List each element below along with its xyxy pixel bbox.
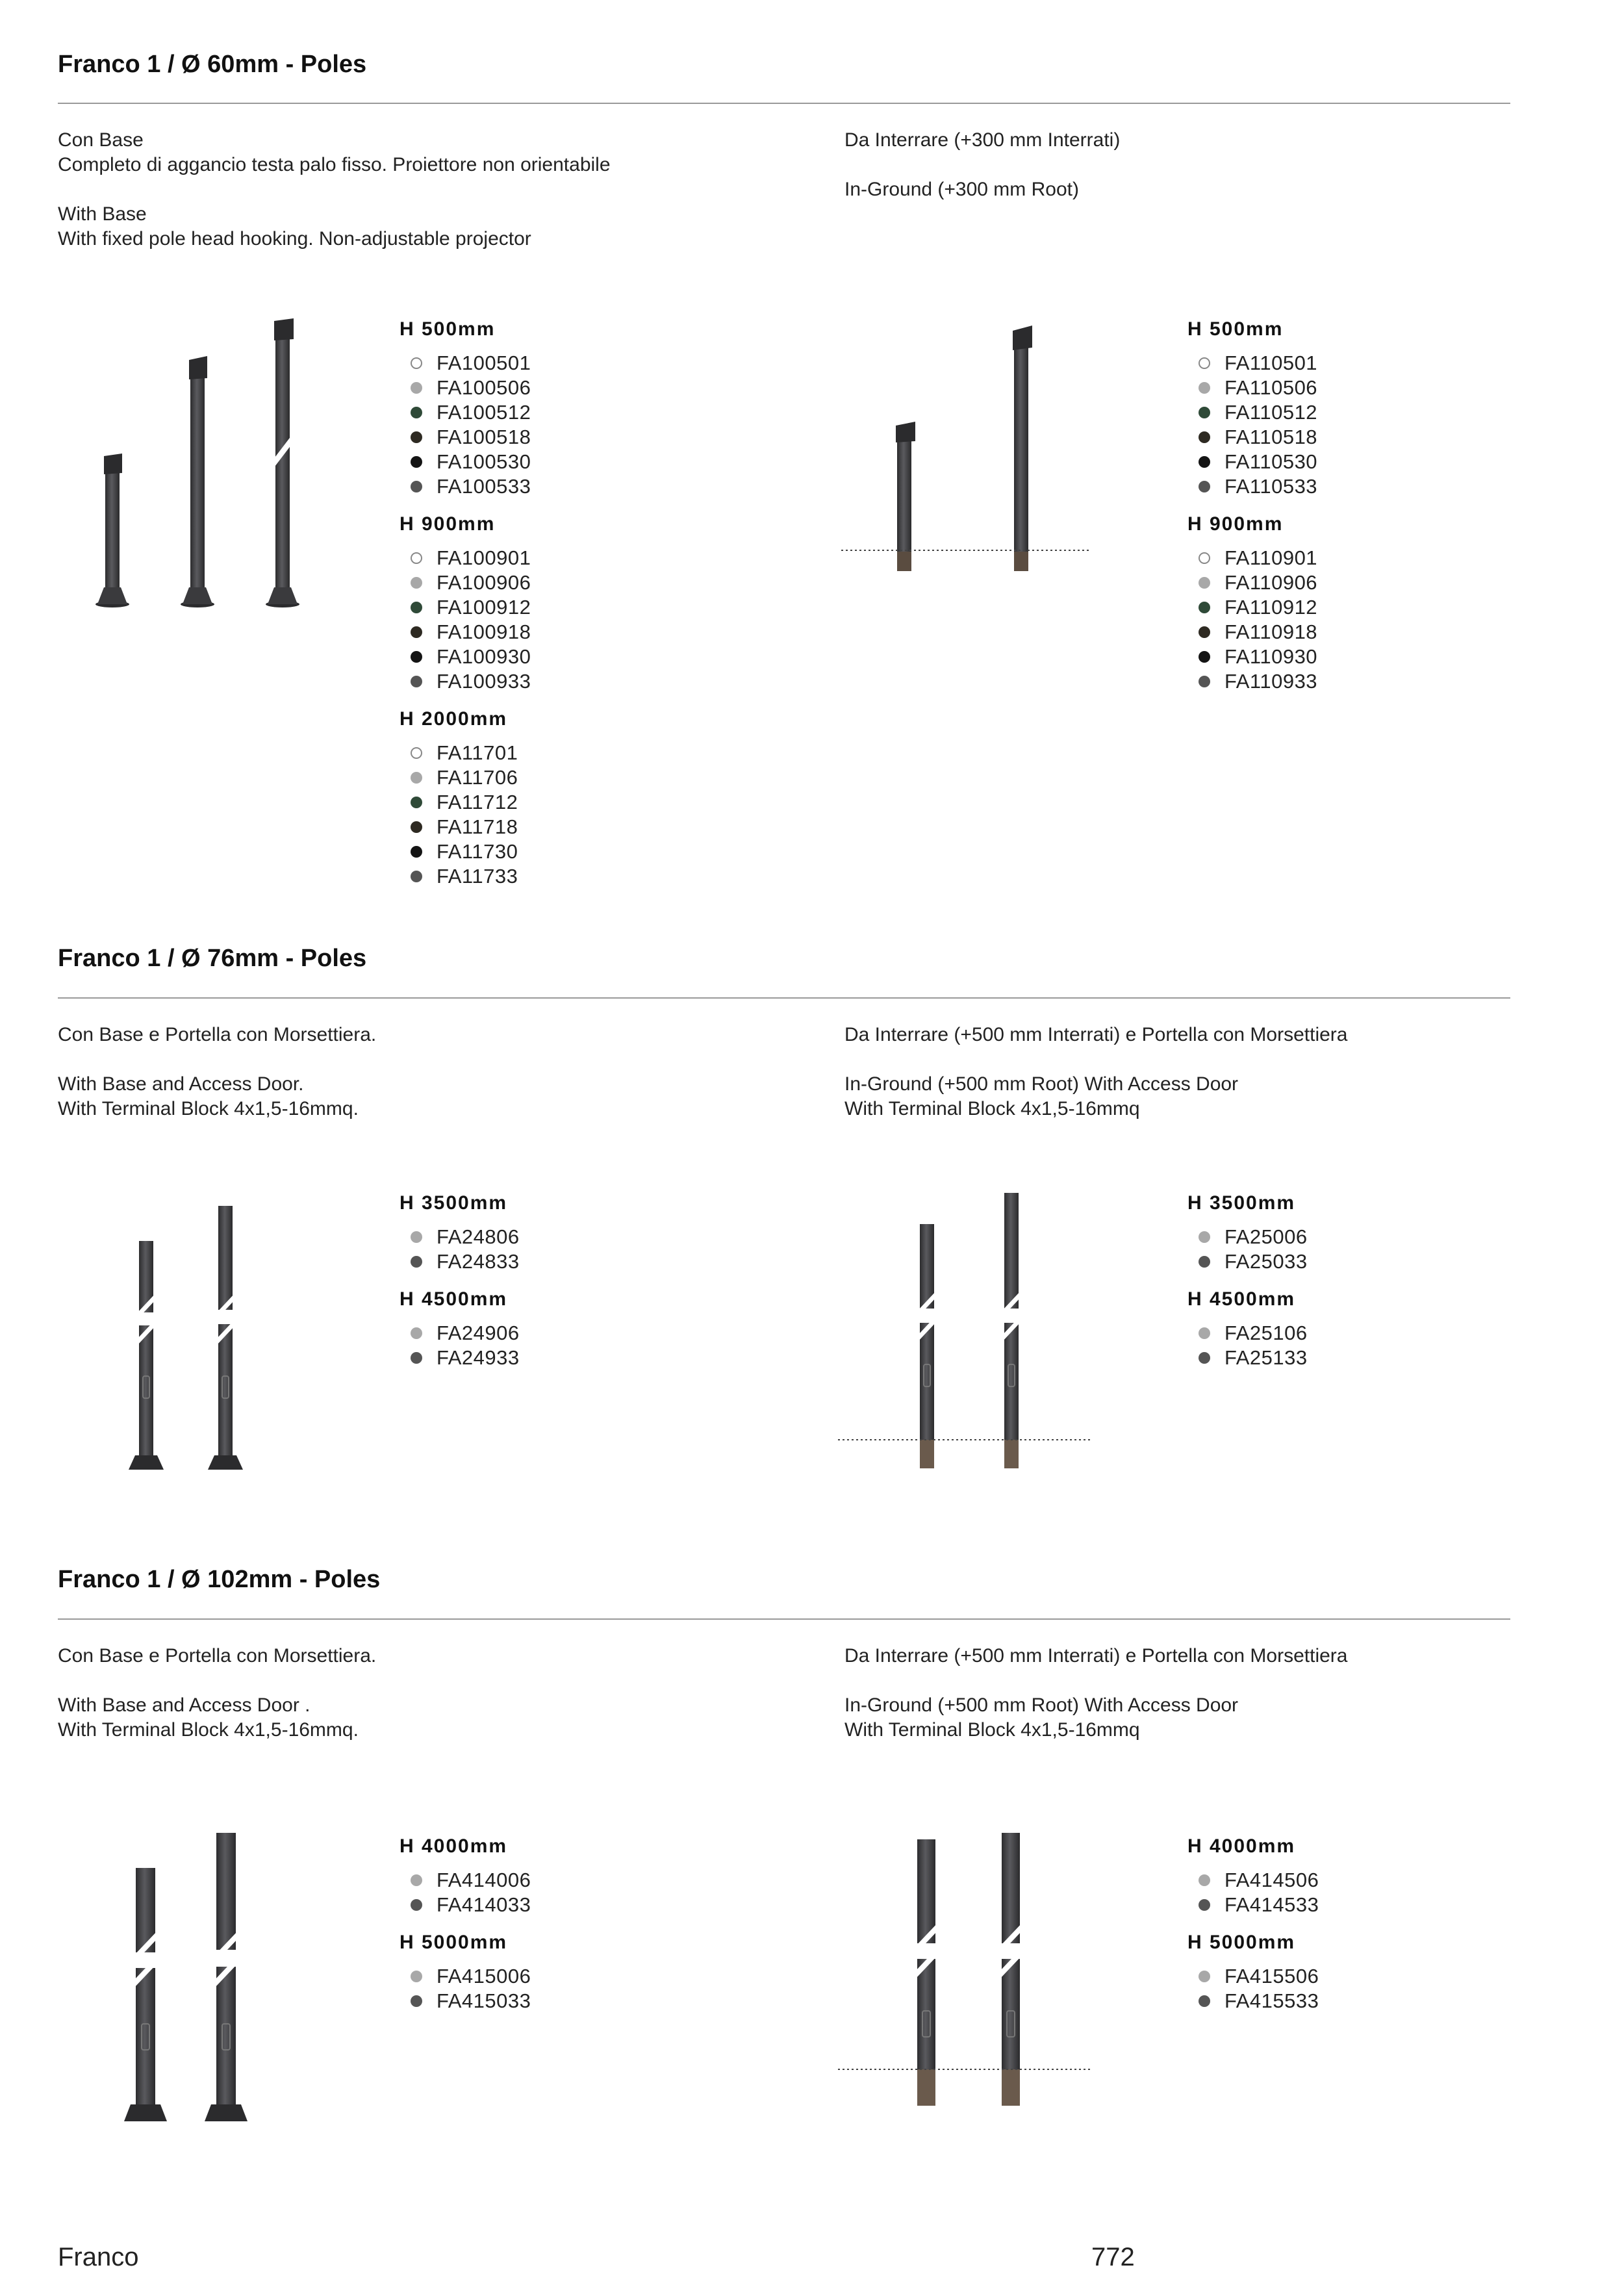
- spec-group-h500: [1187, 317, 1512, 499]
- product-code: FA414506: [1224, 1869, 1319, 1891]
- spec-group-h4000: [400, 1834, 724, 1917]
- product-code: FA100501: [437, 351, 531, 374]
- finish-dot-anthracite: [1199, 1352, 1210, 1364]
- product-code: FA415506: [1224, 1965, 1319, 1987]
- spec-group-h4500: [400, 1287, 724, 1370]
- code-row: [400, 1868, 724, 1893]
- product-code: FA414006: [437, 1869, 531, 1891]
- product-code: FA110906: [1224, 571, 1318, 594]
- code-row: [400, 1225, 724, 1249]
- code-row: [400, 570, 724, 595]
- product-code: FA100918: [437, 620, 531, 643]
- section-title-102mm: Franco 1 / Ø 102mm - Poles: [58, 1566, 381, 1593]
- desc-line: With Terminal Block 4x1,5-16mmq.: [58, 1719, 359, 1741]
- desc-line: Con Base: [58, 129, 144, 151]
- product-code: FA24806: [437, 1225, 520, 1248]
- code-row: [400, 839, 724, 864]
- section-title-76mm: Franco 1 / Ø 76mm - Poles: [58, 945, 367, 972]
- spec-group-h5000: [400, 1930, 724, 2013]
- product-code: FA25033: [1224, 1250, 1308, 1273]
- height-heading: H 5000mm: [400, 1932, 508, 1953]
- finish-dot-anthracite: [411, 1352, 422, 1364]
- finish-dot-black: [1199, 651, 1210, 663]
- finish-dot-grey: [1199, 577, 1210, 589]
- description-with-base: [58, 1023, 772, 1121]
- section-divider: [58, 103, 1510, 104]
- finish-dot-grey: [1199, 1231, 1210, 1243]
- product-code: FA110530: [1224, 450, 1318, 473]
- code-row: [400, 815, 724, 839]
- code-row: [1187, 1346, 1512, 1370]
- desc-line: With Base and Access Door.: [58, 1073, 304, 1095]
- desc-line: [58, 177, 772, 202]
- product-code: FA415533: [1224, 1989, 1319, 2012]
- poles-in-ground-illustration: [838, 1189, 1098, 1475]
- product-code: FA11718: [437, 815, 518, 838]
- spec-group-h500: [400, 317, 724, 499]
- product-code: FA25106: [1224, 1322, 1308, 1344]
- code-row: [1187, 1989, 1512, 2013]
- product-code: FA415033: [437, 1989, 531, 2012]
- product-code: FA25133: [1224, 1346, 1308, 1369]
- code-row: [1187, 546, 1512, 570]
- code-row: [1187, 351, 1512, 376]
- finish-dot-grey: [1199, 1874, 1210, 1886]
- code-row: [400, 351, 724, 376]
- desc-line: With Terminal Block 4x1,5-16mmq: [844, 1098, 1140, 1119]
- height-heading: H 4000mm: [400, 1835, 508, 1857]
- product-code: FA110933: [1224, 670, 1318, 693]
- product-code: FA100933: [437, 670, 531, 693]
- poles-with-base-illustration: [84, 318, 318, 611]
- section-divider: [58, 1618, 1510, 1620]
- code-row: [400, 645, 724, 669]
- finish-dot-green: [411, 407, 422, 418]
- finish-dot-grey: [411, 772, 422, 784]
- finish-dot-anthracite: [1199, 1256, 1210, 1268]
- product-code: FA100506: [437, 376, 531, 399]
- code-row: [400, 1249, 724, 1274]
- code-row: [1187, 425, 1512, 450]
- code-row: [1187, 669, 1512, 694]
- height-heading: H 3500mm: [400, 1192, 508, 1214]
- height-heading: H 900mm: [1187, 513, 1284, 535]
- product-code: FA100530: [437, 450, 531, 473]
- product-code: FA100912: [437, 596, 531, 619]
- finish-dot-anthracite: [411, 1995, 422, 2007]
- product-code: FA110918: [1224, 620, 1318, 643]
- product-code: FA110930: [1224, 645, 1318, 668]
- desc-line: Da Interrare (+300 mm Interrati): [844, 129, 1121, 151]
- spec-list-with-base: [400, 317, 724, 889]
- code-row: [1187, 1868, 1512, 1893]
- code-row: [1187, 474, 1512, 499]
- product-code: FA100512: [437, 401, 531, 424]
- code-row: [400, 741, 724, 765]
- product-code: FA100906: [437, 571, 531, 594]
- code-row: [400, 765, 724, 790]
- desc-line: With Terminal Block 4x1,5-16mmq.: [58, 1098, 359, 1119]
- finish-dot-anthracite: [1199, 1995, 1210, 2007]
- finish-dot-white: [411, 357, 422, 369]
- desc-line: With Base and Access Door .: [58, 1694, 311, 1716]
- code-row: [400, 546, 724, 570]
- code-row: [400, 595, 724, 620]
- finish-dot-anthracite: [411, 676, 422, 687]
- finish-dot-grey: [411, 1874, 422, 1886]
- poles-with-base-illustration: [120, 1829, 263, 2128]
- desc-line: Con Base e Portella con Morsettiera.: [58, 1024, 377, 1045]
- code-row: [1187, 450, 1512, 474]
- product-code: FA11733: [437, 865, 518, 888]
- desc-line: [58, 1047, 772, 1072]
- code-row: [400, 864, 724, 889]
- code-row: [1187, 570, 1512, 595]
- desc-line: [844, 153, 1559, 177]
- finish-dot-white: [1199, 552, 1210, 564]
- finish-dot-grey: [1199, 1971, 1210, 1982]
- product-code: FA11706: [437, 766, 518, 789]
- code-row: [1187, 1249, 1512, 1274]
- poles-with-base-illustration: [123, 1202, 253, 1475]
- finish-dot-grey: [411, 1971, 422, 1982]
- code-row: [1187, 645, 1512, 669]
- finish-dot-anthracite: [411, 481, 422, 492]
- desc-line: [844, 1047, 1559, 1072]
- spec-list-in-ground: [1187, 317, 1512, 694]
- code-row: [400, 474, 724, 499]
- description-with-base: [58, 128, 772, 251]
- desc-line: Completo di aggancio testa palo fisso. Proiettore non orientabile: [58, 154, 611, 175]
- finish-dot-grey: [411, 577, 422, 589]
- product-code: FA414533: [1224, 1893, 1319, 1916]
- finish-dot-grey: [1199, 382, 1210, 394]
- description-in-ground: [844, 128, 1559, 202]
- product-code: FA110533: [1224, 475, 1318, 498]
- height-heading: H 3500mm: [1187, 1192, 1296, 1214]
- desc-line: [844, 1668, 1559, 1693]
- poles-in-ground-illustration: [841, 322, 1101, 581]
- desc-line: Con Base e Portella con Morsettiera.: [58, 1645, 377, 1667]
- height-heading: H 4500mm: [1187, 1288, 1296, 1310]
- finish-dot-grey: [411, 382, 422, 394]
- finish-dot-anthracite: [411, 871, 422, 882]
- desc-line: With Base: [58, 203, 147, 225]
- desc-line: In-Ground (+500 mm Root) With Access Door: [844, 1694, 1239, 1716]
- finish-dot-anthracite: [1199, 1899, 1210, 1911]
- code-row: [400, 1989, 724, 2013]
- spec-group-h3500: [400, 1191, 724, 1274]
- spec-list-in-ground: [1187, 1191, 1512, 1370]
- finish-dot-brown: [411, 431, 422, 443]
- product-code: FA24833: [437, 1250, 520, 1273]
- section-title-60mm: Franco 1 / Ø 60mm - Poles: [58, 51, 367, 78]
- spec-group-h3500: [1187, 1191, 1512, 1274]
- section-divider: [58, 997, 1510, 999]
- finish-dot-anthracite: [1199, 676, 1210, 687]
- code-row: [1187, 400, 1512, 425]
- desc-line: With fixed pole head hooking. Non-adjustable projector: [58, 228, 531, 249]
- poles-in-ground-illustration: [838, 1829, 1098, 2115]
- desc-line: [58, 1668, 772, 1693]
- spec-group-h4500: [1187, 1287, 1512, 1370]
- finish-dot-anthracite: [1199, 481, 1210, 492]
- product-code: FA110506: [1224, 376, 1318, 399]
- product-code: FA100533: [437, 475, 531, 498]
- footer-brand: Franco: [58, 2243, 139, 2271]
- spec-group-h900: [400, 512, 724, 694]
- product-code: FA11730: [437, 840, 518, 863]
- height-heading: H 5000mm: [1187, 1932, 1296, 1953]
- product-code: FA415006: [437, 1965, 531, 1987]
- finish-dot-black: [411, 846, 422, 858]
- description-in-ground: [844, 1644, 1559, 1743]
- finish-dot-black: [1199, 456, 1210, 468]
- desc-line: In-Ground (+500 mm Root) With Access Door: [844, 1073, 1239, 1095]
- code-row: [400, 669, 724, 694]
- product-code: FA110518: [1224, 426, 1318, 448]
- description-with-base: [58, 1644, 772, 1743]
- code-row: [1187, 620, 1512, 645]
- product-code: FA24906: [437, 1322, 520, 1344]
- finish-dot-anthracite: [411, 1256, 422, 1268]
- desc-line: Da Interrare (+500 mm Interrati) e Portella con Morsettiera: [844, 1645, 1348, 1667]
- code-row: [400, 620, 724, 645]
- spec-group-h900: [1187, 512, 1512, 694]
- code-row: [400, 376, 724, 400]
- finish-dot-brown: [411, 626, 422, 638]
- finish-dot-green: [411, 602, 422, 613]
- code-row: [400, 1346, 724, 1370]
- spec-list-with-base: [400, 1191, 724, 1370]
- spec-group-h5000: [1187, 1930, 1512, 2013]
- height-heading: H 500mm: [1187, 318, 1284, 340]
- product-code: FA110912: [1224, 596, 1318, 619]
- product-code: FA11701: [437, 741, 518, 764]
- finish-dot-grey: [1199, 1327, 1210, 1339]
- spec-group-h4000: [1187, 1834, 1512, 1917]
- product-code: FA100901: [437, 546, 531, 569]
- code-row: [1187, 1964, 1512, 1989]
- spec-list-in-ground: [1187, 1834, 1512, 2013]
- product-code: FA110901: [1224, 546, 1318, 569]
- code-row: [400, 450, 724, 474]
- desc-line: Da Interrare (+500 mm Interrati) e Portella con Morsettiera: [844, 1024, 1348, 1045]
- finish-dot-white: [1199, 357, 1210, 369]
- code-row: [400, 1893, 724, 1917]
- product-code: FA414033: [437, 1893, 531, 1916]
- finish-dot-black: [411, 651, 422, 663]
- product-code: FA100930: [437, 645, 531, 668]
- spec-group-h2000: [400, 707, 724, 889]
- height-heading: H 2000mm: [400, 708, 508, 730]
- code-row: [400, 400, 724, 425]
- finish-dot-white: [411, 552, 422, 564]
- product-code: FA110512: [1224, 401, 1318, 424]
- finish-dot-green: [1199, 407, 1210, 418]
- height-heading: H 4500mm: [400, 1288, 508, 1310]
- finish-dot-green: [1199, 602, 1210, 613]
- product-code: FA11712: [437, 791, 518, 813]
- finish-dot-grey: [411, 1231, 422, 1243]
- product-code: FA100518: [437, 426, 531, 448]
- code-row: [400, 1964, 724, 1989]
- product-code: FA24933: [437, 1346, 520, 1369]
- finish-dot-brown: [1199, 626, 1210, 638]
- height-heading: H 500mm: [400, 318, 496, 340]
- code-row: [400, 1321, 724, 1346]
- code-row: [1187, 1893, 1512, 1917]
- page-number: 772: [1091, 2243, 1135, 2271]
- finish-dot-brown: [411, 821, 422, 833]
- desc-line: In-Ground (+300 mm Root): [844, 179, 1079, 200]
- description-in-ground: [844, 1023, 1559, 1121]
- height-heading: H 900mm: [400, 513, 496, 535]
- finish-dot-brown: [1199, 431, 1210, 443]
- finish-dot-anthracite: [411, 1899, 422, 1911]
- code-row: [400, 425, 724, 450]
- code-row: [1187, 1321, 1512, 1346]
- code-row: [1187, 595, 1512, 620]
- code-row: [1187, 376, 1512, 400]
- finish-dot-grey: [411, 1327, 422, 1339]
- code-row: [1187, 1225, 1512, 1249]
- spec-list-with-base: [400, 1834, 724, 2013]
- height-heading: H 4000mm: [1187, 1835, 1296, 1857]
- product-code: FA25006: [1224, 1225, 1308, 1248]
- finish-dot-black: [411, 456, 422, 468]
- product-code: FA110501: [1224, 351, 1318, 374]
- finish-dot-white: [411, 747, 422, 759]
- desc-line: With Terminal Block 4x1,5-16mmq: [844, 1719, 1140, 1741]
- finish-dot-green: [411, 797, 422, 808]
- code-row: [400, 790, 724, 815]
